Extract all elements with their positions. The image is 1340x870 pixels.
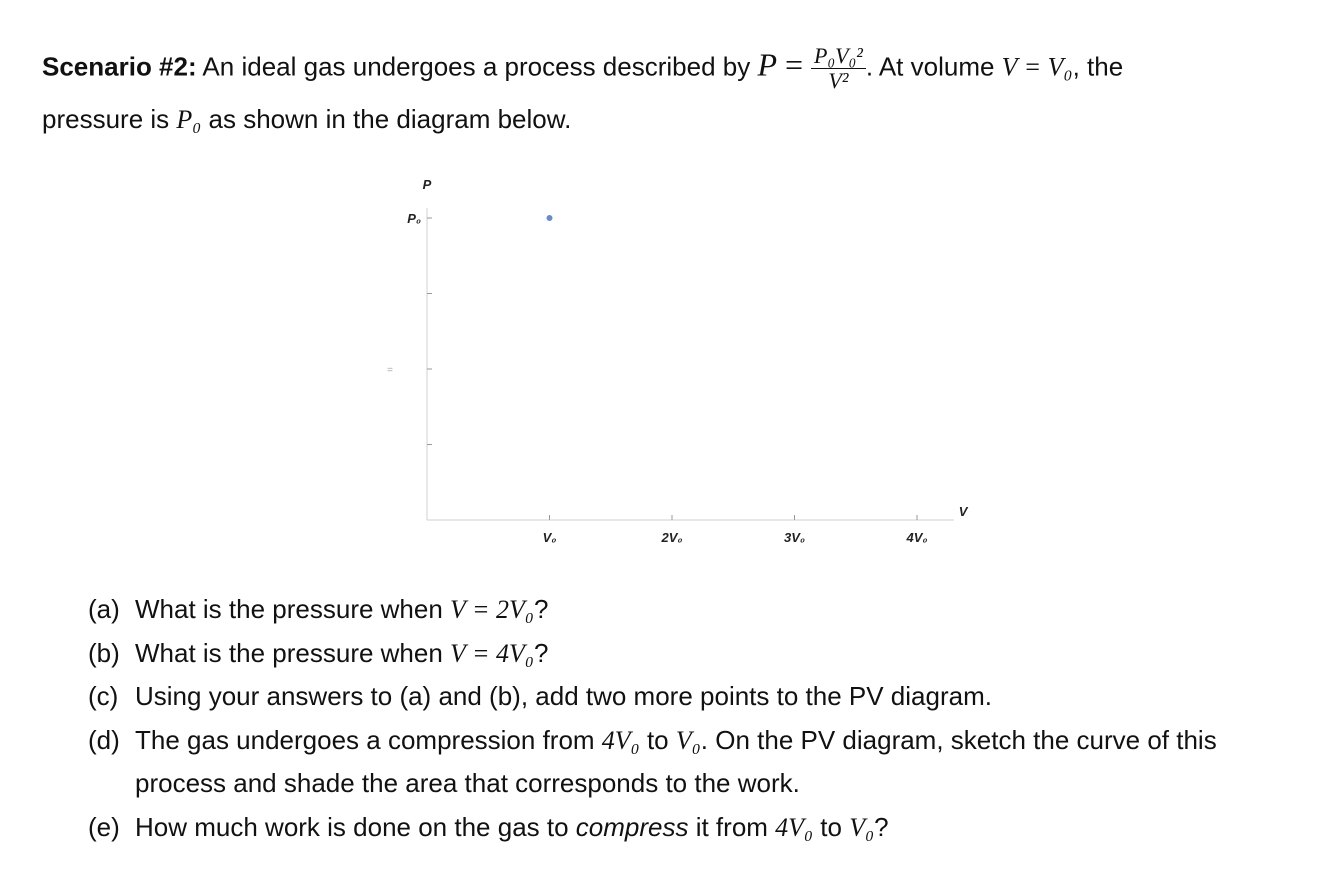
volume-equation: V = V₀ [1001,52,1073,82]
question-b: (b) What is the pressure when V = 4V₀? [88,637,549,668]
intro-line2-a: pressure is [42,104,177,134]
question-e: (e) How much work is done on the gas to compress it from 4V₀ to V₀? [88,811,889,842]
scenario-label: Scenario #2: [42,51,197,82]
intro-text-1: An ideal gas undergoes a process described by [196,51,758,82]
x-tick-label: 4V₀ [906,530,928,545]
intro-line-2 [42,104,571,135]
x-tick-label: 2V₀ [661,530,683,545]
x-tick-label: 3V₀ [783,530,806,545]
question-list [88,588,1217,849]
fraction-denominator: V² [828,68,849,93]
data-point [547,215,553,221]
x-tick-label: V₀ [542,530,557,545]
question-d: (d) The gas undergoes a compression from 4V₀ to V₀. On the PV diagram, sketch the curve of this [88,724,1217,755]
question-c: (c) Using your answers to (a) and (b), add two more points to the PV diagram. [88,681,992,711]
intro-line2-b: as shown in the diagram below. [201,104,572,134]
fraction-numerator: P₀V₀² [811,44,866,69]
y-axis-label: P [422,176,432,192]
intro-text-2: . At volume [865,51,1002,82]
equation-fraction [811,44,866,93]
y-tick-label: P₀ [407,211,421,226]
question-a: (a) What is the pressure when V = 2V₀? [88,594,549,624]
question-d-continued: process and shade the area that corresponds to the work. [135,768,800,798]
intro-text-3: , the [1072,51,1124,82]
stray-mark: = [387,365,393,376]
x-axis-label: V [958,504,968,519]
pressure-symbol: P₀ [176,105,202,134]
equation-sign: = [777,46,812,83]
equation-lhs: P [757,46,777,83]
pv-diagram [370,165,990,555]
intro-line-1 [42,44,1123,93]
